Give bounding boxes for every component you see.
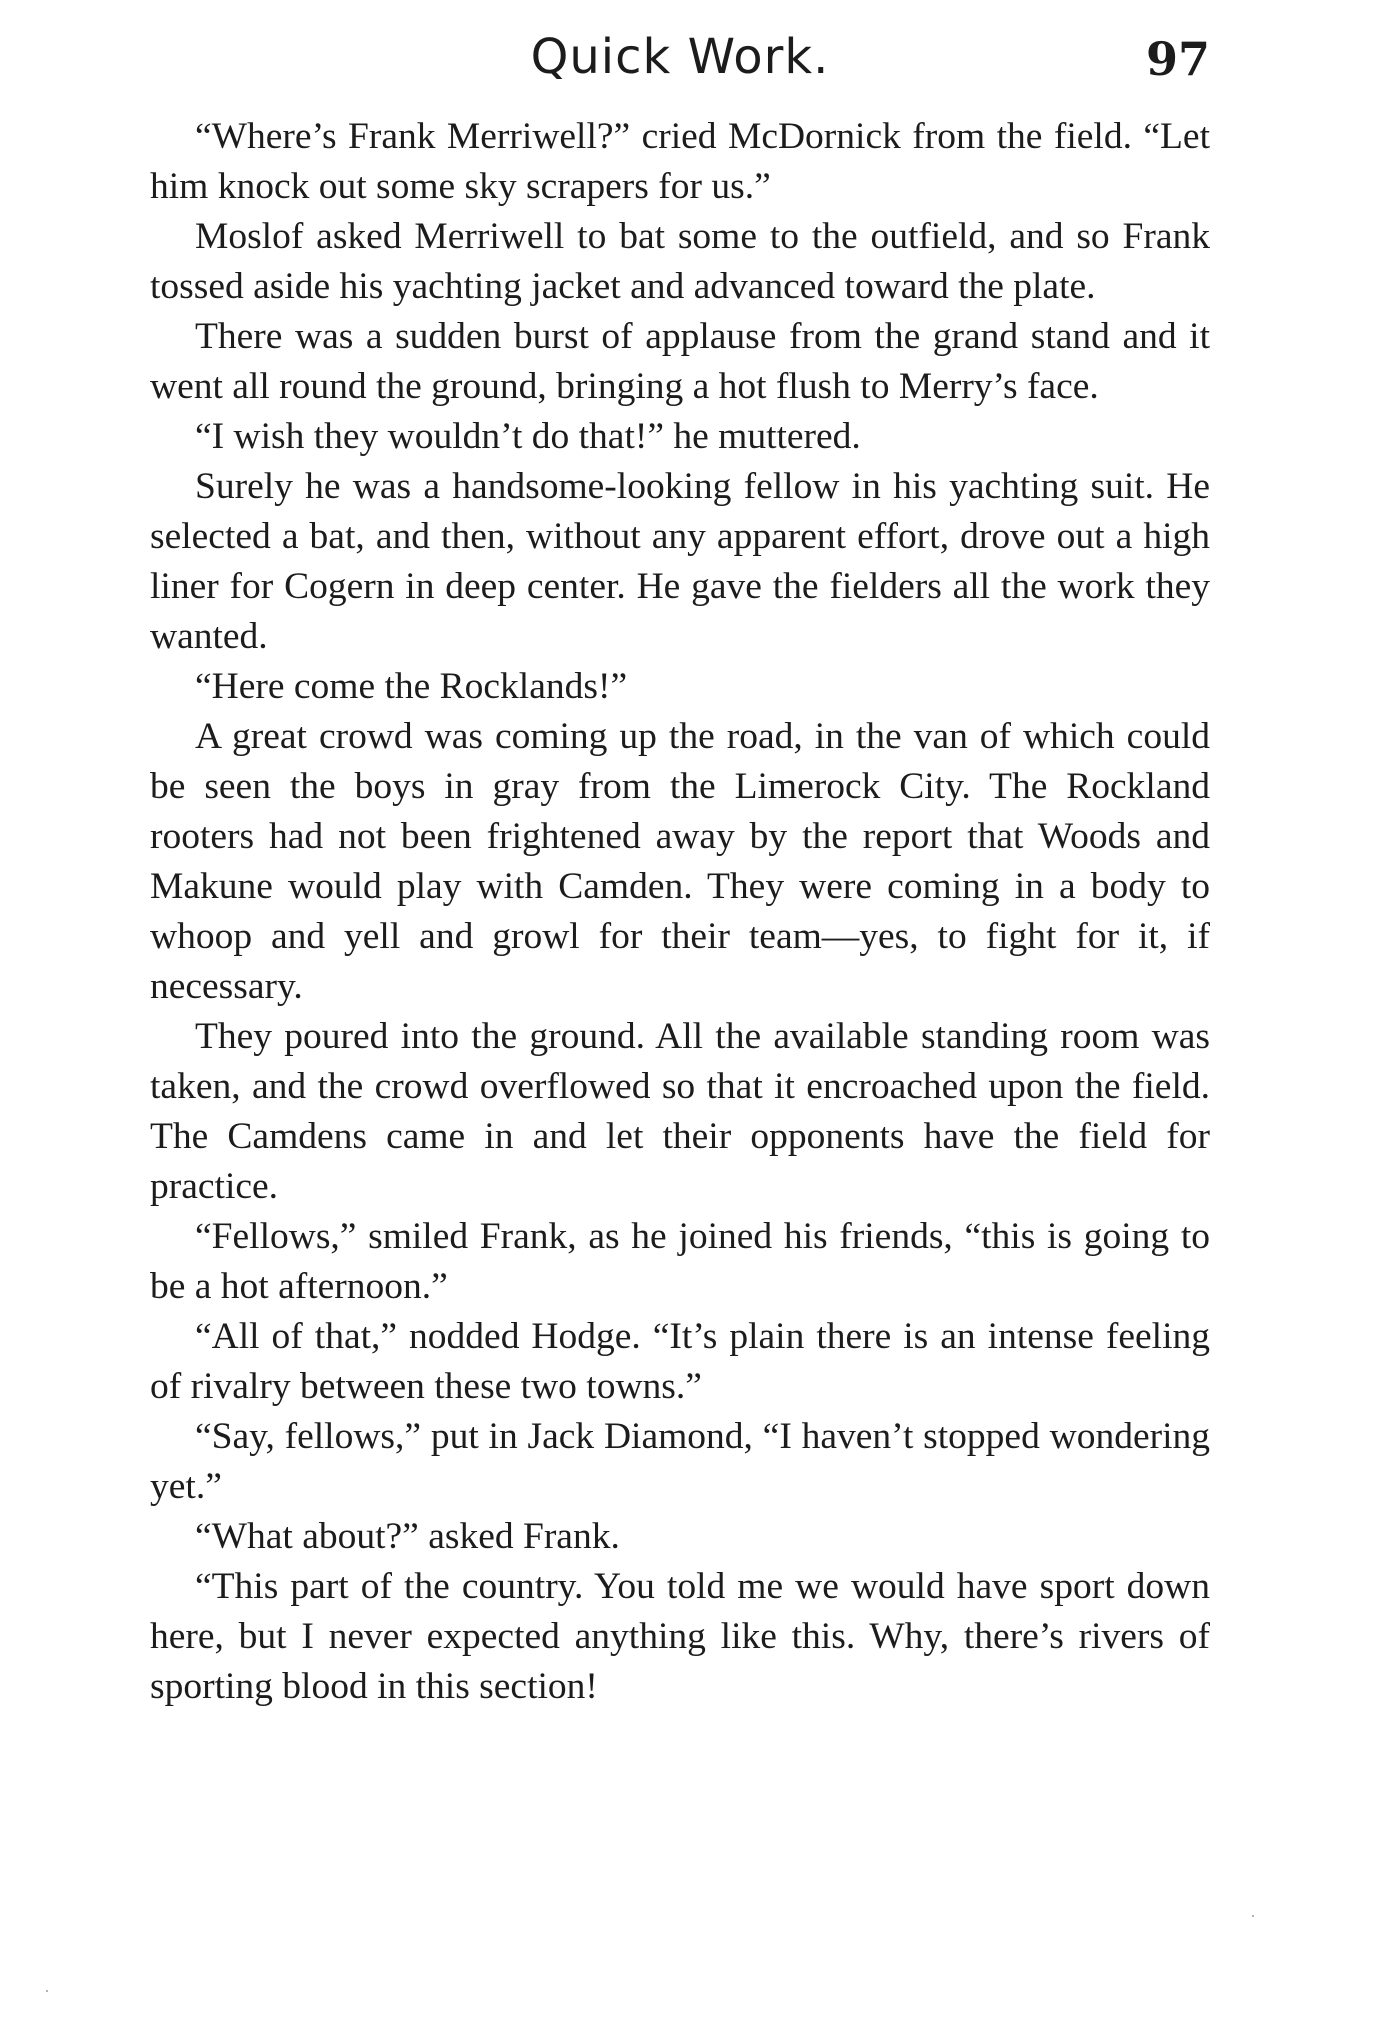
running-title: Quick Work. xyxy=(530,29,830,85)
paper-speck xyxy=(1252,1915,1254,1917)
paragraph: There was a sudden burst of applause from the grand stand and it went all round the ground, bringing a hot flush to Merry’s face. xyxy=(150,316,1210,407)
page-number: 97 xyxy=(1145,32,1210,86)
paragraph: “Fellows,” smiled Frank, as he joined his friends, “this is going to be a hot afternoon.” xyxy=(150,1216,1210,1307)
paper-speck xyxy=(46,1990,48,1992)
paragraph: They poured into the ground. All the available standing room was taken, and the crowd overflowed so that it encroached upon the field. The Camdens came in and let their opponents have the field for practice. xyxy=(150,1016,1210,1207)
paragraph: “I wish they wouldn’t do that!” he muttered. xyxy=(195,416,861,457)
paragraph: “Say, fellows,” put in Jack Diamond, “I haven’t stopped wondering yet.” xyxy=(150,1416,1210,1507)
paragraph: “This part of the country. You told me we would have sport down here, but I never expected anything like this. Why, there’s rivers of sporting blood in this section! xyxy=(150,1566,1210,1707)
paragraph: “All of that,” nodded Hodge. “It’s plain there is an intense feeling of rivalry between these two towns.” xyxy=(150,1316,1210,1407)
paragraph: A great crowd was coming up the road, in the van of which could be seen the boys in gray from the Limerock City. The Rockland rooters had not been frightened away by the report that Woods and Makune would play with Camden. They were coming in a body to whoop and yell and growl for their team—yes, to fight for it, if necessary. xyxy=(150,716,1210,1007)
paragraph: “What about?” asked Frank. xyxy=(195,1516,620,1557)
paragraph: Surely he was a handsome-looking fellow in his yachting suit. He selected a bat, and then, without any apparent effort, drove out a high liner for Cogern in deep center. He gave the fielders all the work they wanted. xyxy=(150,466,1210,657)
page-header xyxy=(150,22,1210,92)
body-text xyxy=(150,112,1210,1712)
paragraph: “Where’s Frank Merriwell?” cried McDornick from the field. “Let him knock out some sky scrapers for us.” xyxy=(150,116,1210,207)
paragraph: Moslof asked Merriwell to bat some to the outfield, and so Frank tossed aside his yachting jacket and advanced toward the plate. xyxy=(150,216,1210,307)
paragraph: “Here come the Rocklands!” xyxy=(195,666,628,707)
